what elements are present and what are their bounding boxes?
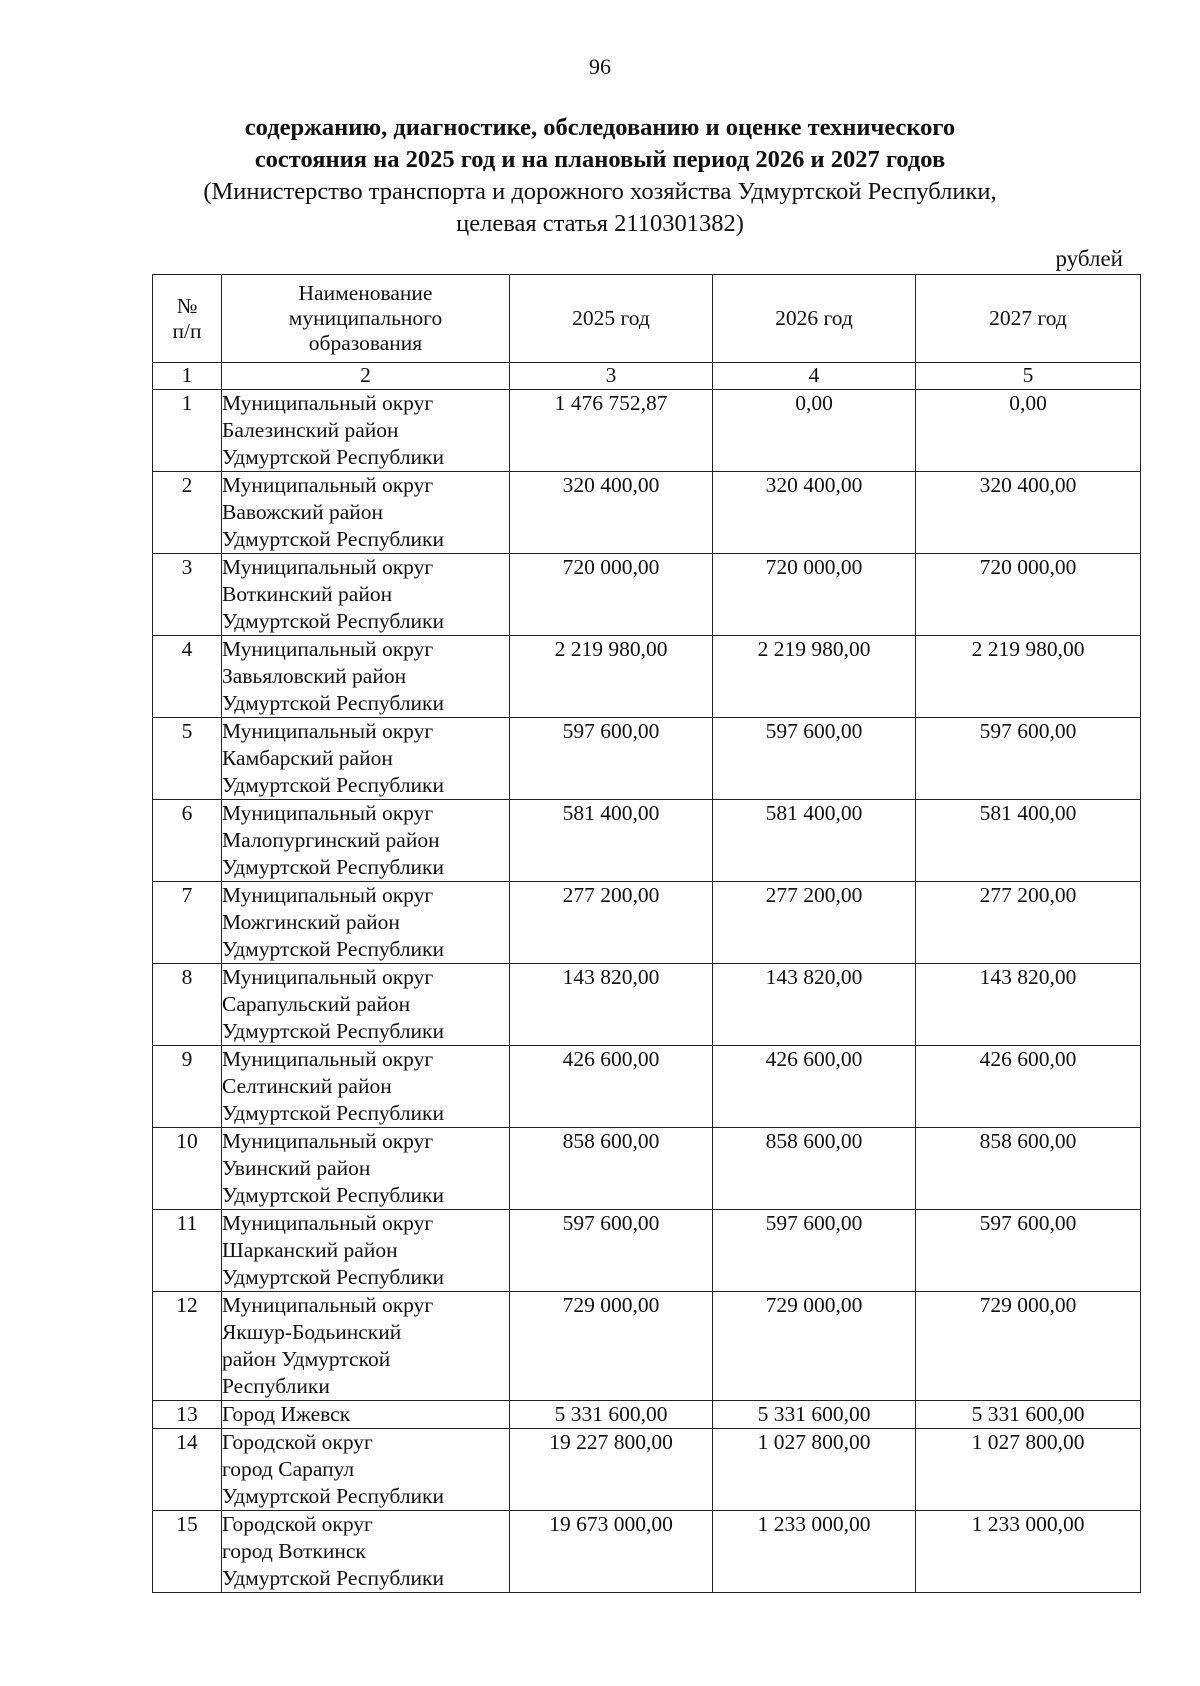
municipality-name: [222, 472, 510, 554]
amount-2027: 597 600,00: [916, 1210, 1141, 1292]
heading-subtitle-line: (Министерство транспорта и дорожного хозяйства Удмуртской Республики,: [203, 178, 997, 205]
header-text: 2027 год: [989, 306, 1067, 330]
header-text: образования: [308, 331, 423, 355]
municipality-name: [222, 718, 510, 800]
municipality-name: [222, 964, 510, 1046]
header-text: 2026 год: [775, 306, 853, 330]
municipality-name-line: Муниципальный округ: [222, 965, 434, 989]
amount-2027: 858 600,00: [916, 1128, 1141, 1210]
header-text: №: [176, 293, 198, 318]
column-index: 5: [916, 363, 1141, 390]
municipality-name: [222, 1401, 510, 1429]
municipality-name-line: Город Ижевск: [222, 1402, 351, 1426]
row-number: 4: [153, 636, 222, 718]
municipality-name: [222, 1429, 510, 1511]
amount-2025: 19 227 800,00: [510, 1429, 713, 1511]
amount-2026: 426 600,00: [713, 1046, 916, 1128]
municipality-name-line: Муниципальный округ: [222, 637, 434, 661]
column-index: 1: [153, 363, 222, 390]
table-row: [153, 554, 1141, 636]
amount-2026: 0,00: [713, 390, 916, 472]
municipality-name-line: город Воткинск: [222, 1539, 366, 1563]
row-number: 6: [153, 800, 222, 882]
amount-2026: 277 200,00: [713, 882, 916, 964]
municipality-name-line: район Удмуртской: [222, 1347, 391, 1371]
amount-2026: 1 233 000,00: [713, 1511, 916, 1593]
municipality-name: [222, 800, 510, 882]
municipality-name-line: Муниципальный округ: [222, 719, 434, 743]
amount-2026: 143 820,00: [713, 964, 916, 1046]
amount-2025: 2 219 980,00: [510, 636, 713, 718]
municipality-name-line: Городской округ: [222, 1430, 373, 1454]
amount-2026: 729 000,00: [713, 1292, 916, 1401]
municipality-name-line: Удмуртской Республики: [222, 691, 445, 715]
municipality-name-line: Сарапульский район: [222, 992, 411, 1016]
amount-2027: 277 200,00: [916, 882, 1141, 964]
municipality-name-line: Муниципальный округ: [222, 391, 434, 415]
municipality-name: [222, 1128, 510, 1210]
amount-2025: 320 400,00: [510, 472, 713, 554]
municipality-name: [222, 1292, 510, 1401]
budget-table: [152, 274, 1141, 1593]
municipality-name: [222, 1046, 510, 1128]
table-row: [153, 1401, 1141, 1429]
municipality-name-line: Удмуртской Республики: [222, 609, 445, 633]
amount-2026: 720 000,00: [713, 554, 916, 636]
amount-2025: 277 200,00: [510, 882, 713, 964]
municipality-name-line: город Сарапул: [222, 1457, 355, 1481]
column-index: 2: [222, 363, 510, 390]
municipality-name-line: Камбарский район: [222, 746, 393, 770]
column-index: 4: [713, 363, 916, 390]
amount-2027: 581 400,00: [916, 800, 1141, 882]
amount-2026: 597 600,00: [713, 718, 916, 800]
municipality-name-line: Удмуртской Республики: [222, 527, 445, 551]
municipality-name-line: Удмуртской Республики: [222, 1265, 445, 1289]
amount-2027: 1 233 000,00: [916, 1511, 1141, 1593]
amount-2027: 597 600,00: [916, 718, 1141, 800]
table-row: [153, 964, 1141, 1046]
municipality-name-line: Муниципальный округ: [222, 473, 434, 497]
amount-2025: 597 600,00: [510, 718, 713, 800]
table-row: [153, 1511, 1141, 1593]
row-number: 5: [153, 718, 222, 800]
table-row: [153, 1292, 1141, 1401]
row-number: 2: [153, 472, 222, 554]
table-row: [153, 1210, 1141, 1292]
municipality-name-line: Удмуртской Республики: [222, 855, 445, 879]
amount-2025: 426 600,00: [510, 1046, 713, 1128]
amount-2025: 597 600,00: [510, 1210, 713, 1292]
amount-2025: 19 673 000,00: [510, 1511, 713, 1593]
municipality-name-line: Завьяловский район: [222, 664, 407, 688]
table-row: [153, 882, 1141, 964]
amount-2027: 720 000,00: [916, 554, 1141, 636]
amount-2025: 143 820,00: [510, 964, 713, 1046]
column-index: 3: [510, 363, 713, 390]
municipality-name-line: Шарканский район: [222, 1238, 398, 1262]
currency-unit: рублей: [1055, 246, 1123, 271]
table-row: [153, 1429, 1141, 1511]
municipality-name-line: Можгинский район: [222, 910, 400, 934]
municipality-name-line: Удмуртской Республики: [222, 445, 445, 469]
municipality-name-line: Муниципальный округ: [222, 555, 434, 579]
column-header-2027: [916, 275, 1141, 363]
amount-2027: 2 219 980,00: [916, 636, 1141, 718]
municipality-name-line: Удмуртской Республики: [222, 1566, 445, 1590]
amount-2026: 597 600,00: [713, 1210, 916, 1292]
municipality-name: [222, 1511, 510, 1593]
amount-2027: 729 000,00: [916, 1292, 1141, 1401]
page-number: 96: [589, 54, 611, 79]
municipality-name-line: Удмуртской Республики: [222, 937, 445, 961]
table-row: [153, 1046, 1141, 1128]
row-number: 7: [153, 882, 222, 964]
municipality-name-line: Вавожский район: [222, 500, 383, 524]
amount-2026: 1 027 800,00: [713, 1429, 916, 1511]
municipality-name: [222, 390, 510, 472]
amount-2026: 2 219 980,00: [713, 636, 916, 718]
row-number: 1: [153, 390, 222, 472]
header-text: п/п: [172, 318, 202, 343]
municipality-name-line: Селтинский район: [222, 1074, 392, 1098]
amount-2025: 581 400,00: [510, 800, 713, 882]
amount-2026: 5 331 600,00: [713, 1401, 916, 1429]
header-text: 2025 год: [572, 306, 650, 330]
heading-line: содержанию, диагностике, обследованию и оценке технического: [244, 114, 956, 141]
row-number: 3: [153, 554, 222, 636]
municipality-name-line: Малопургинский район: [222, 828, 440, 852]
amount-2025: 5 331 600,00: [510, 1401, 713, 1429]
table-row: [153, 636, 1141, 718]
row-number: 10: [153, 1128, 222, 1210]
row-number: 12: [153, 1292, 222, 1401]
row-number: 13: [153, 1401, 222, 1429]
municipality-name-line: Муниципальный округ: [222, 1211, 434, 1235]
amount-2025: 858 600,00: [510, 1128, 713, 1210]
municipality-name-line: Муниципальный округ: [222, 801, 434, 825]
municipality-name-line: Удмуртской Республики: [222, 773, 445, 797]
header-text: муниципального: [288, 306, 443, 330]
heading-subtitle-line: целевая статья 2110301382): [456, 210, 744, 237]
amount-2025: 729 000,00: [510, 1292, 713, 1401]
table-body: [153, 390, 1141, 1593]
municipality-name: [222, 882, 510, 964]
table-header-row: [153, 275, 1141, 363]
municipality-name-line: Удмуртской Республики: [222, 1019, 445, 1043]
municipality-name-line: Воткинский район: [222, 582, 393, 606]
municipality-name-line: Муниципальный округ: [222, 1129, 434, 1153]
amount-2027: 143 820,00: [916, 964, 1141, 1046]
column-index-row: [153, 363, 1141, 390]
municipality-name-line: Увинский район: [222, 1156, 371, 1180]
amount-2026: 858 600,00: [713, 1128, 916, 1210]
municipality-name: [222, 1210, 510, 1292]
table-row: [153, 800, 1141, 882]
table-row: [153, 1128, 1141, 1210]
column-header-number: [153, 275, 222, 363]
row-number: 8: [153, 964, 222, 1046]
amount-2027: 426 600,00: [916, 1046, 1141, 1128]
municipality-name-line: Городской округ: [222, 1512, 373, 1536]
amount-2025: 720 000,00: [510, 554, 713, 636]
amount-2027: 320 400,00: [916, 472, 1141, 554]
amount-2026: 581 400,00: [713, 800, 916, 882]
amount-2025: 1 476 752,87: [510, 390, 713, 472]
document-heading: [150, 112, 1050, 240]
header-text: Наименование: [298, 281, 433, 305]
municipality-name: [222, 554, 510, 636]
table-row: [153, 390, 1141, 472]
table-row: [153, 718, 1141, 800]
municipality-name-line: Удмуртской Республики: [222, 1484, 445, 1508]
row-number: 9: [153, 1046, 222, 1128]
column-header-2026: [713, 275, 916, 363]
row-number: 11: [153, 1210, 222, 1292]
column-header-municipality: [222, 275, 510, 363]
amount-2027: 0,00: [916, 390, 1141, 472]
municipality-name-line: Республики: [222, 1374, 330, 1398]
municipality-name-line: Удмуртской Республики: [222, 1101, 445, 1125]
amount-2027: 1 027 800,00: [916, 1429, 1141, 1511]
column-header-2025: [510, 275, 713, 363]
municipality-name: [222, 636, 510, 718]
amount-2027: 5 331 600,00: [916, 1401, 1141, 1429]
municipality-name-line: Муниципальный округ: [222, 883, 434, 907]
amount-2026: 320 400,00: [713, 472, 916, 554]
municipality-name-line: Балезинский район: [222, 418, 399, 442]
municipality-name-line: Якшур-Бодьинский: [222, 1320, 402, 1344]
row-number: 14: [153, 1429, 222, 1511]
municipality-name-line: Муниципальный округ: [222, 1047, 434, 1071]
row-number: 15: [153, 1511, 222, 1593]
municipality-name-line: Удмуртской Республики: [222, 1183, 445, 1207]
heading-line: состояния на 2025 год и на плановый период 2026 и 2027 годов: [254, 146, 946, 173]
municipality-name-line: Муниципальный округ: [222, 1293, 434, 1317]
table-row: [153, 472, 1141, 554]
